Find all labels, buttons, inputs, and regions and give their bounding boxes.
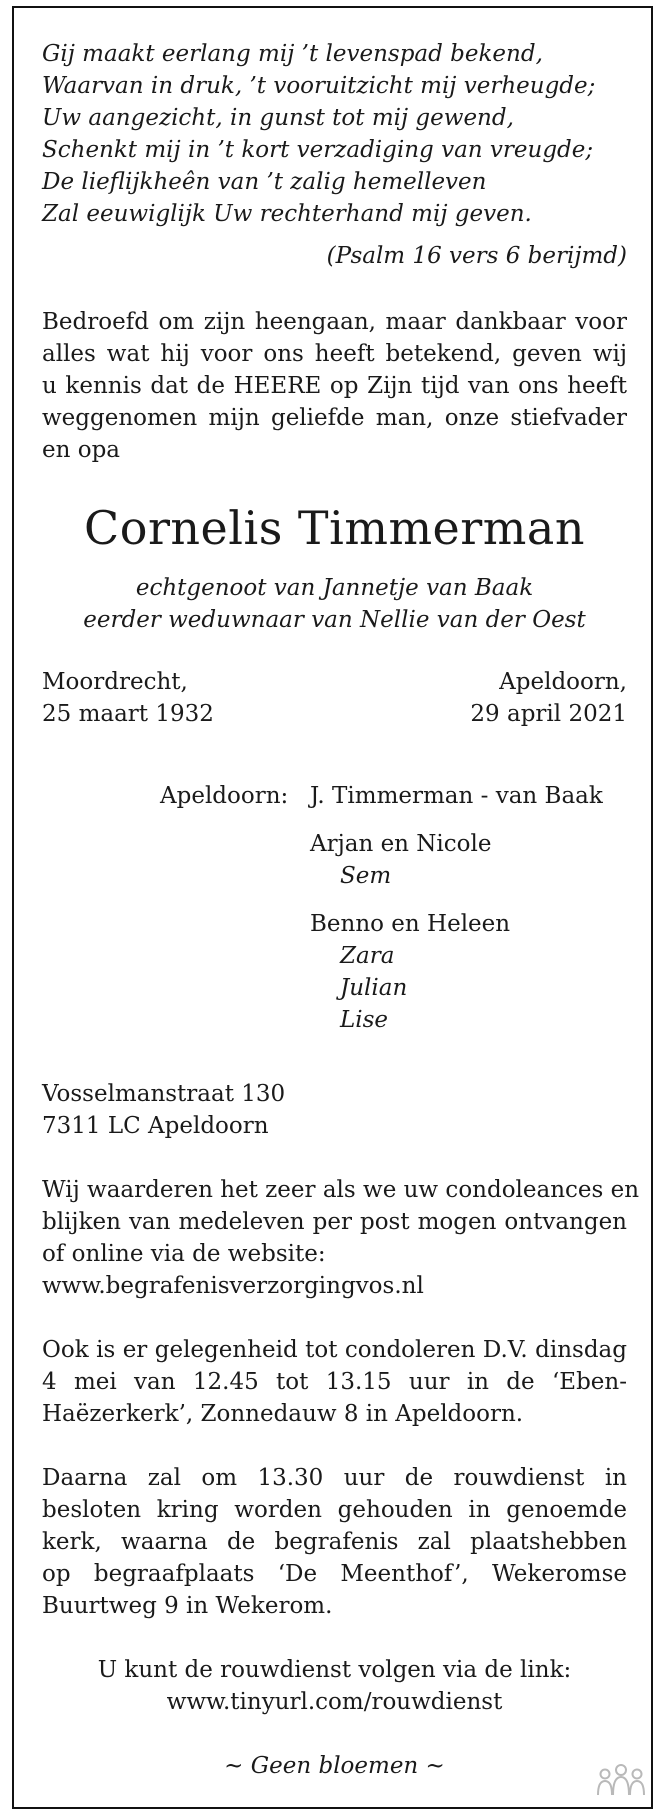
- service-line: op begraafplaats ‘De Meenthof’, Wekeromse: [42, 1561, 627, 1587]
- condolences-line: Wij waarderen het zeer als we uw condoleances en: [42, 1177, 640, 1203]
- service-line: Buurtweg 9 in Wekerom.: [42, 1593, 333, 1619]
- poem-line: Schenkt mij in ’t kort verzadiging van vreugde;: [42, 137, 594, 163]
- poem-line: Uw aangezicht, in gunst tot mij gewend,: [42, 105, 514, 131]
- condolences-website[interactable]: www.begrafenisverzorgingvos.nl: [42, 1273, 424, 1299]
- family-child: Julian: [340, 975, 408, 1001]
- intro-line: u kennis dat de HEERE op Zijn tijd van ons heeft: [42, 373, 627, 399]
- condolences-line: blijken van medeleven per post mogen ontvangen: [42, 1209, 627, 1235]
- closing-line: ~ Geen bloemen ~: [224, 1753, 445, 1779]
- death-date: 29 april 2021: [470, 701, 627, 727]
- poem-source: (Psalm 16 vers 6 berijmd): [326, 243, 627, 269]
- widower-line: eerder weduwnaar van Nellie van der Oest: [83, 607, 586, 633]
- family-child: Lise: [340, 1007, 389, 1033]
- condolences-line: of online via de website:: [42, 1241, 326, 1267]
- stream-link[interactable]: www.tinyurl.com/rouwdienst: [166, 1689, 503, 1715]
- service-line: kerk, waarna de begrafenis zal plaatshebben: [42, 1529, 627, 1555]
- birth-place: Moordrecht,: [42, 669, 188, 695]
- intro-line: weggenomen mijn geliefde man, onze stiefvader: [42, 405, 627, 431]
- family-place: Apeldoorn:: [160, 783, 289, 809]
- deceased-name: Cornelis Timmerman: [84, 501, 585, 555]
- service-line: Daarna zal om 13.30 uur de rouwdienst in: [42, 1465, 627, 1491]
- spouse-line: echtgenoot van Jannetje van Baak: [135, 575, 534, 601]
- poem-line: Zal eeuwiglijk Uw rechterhand mij geven.: [42, 201, 532, 227]
- visit-line: Haëzerkerk’, Zonnedauw 8 in Apeldoorn.: [42, 1401, 524, 1427]
- visit-line: Ook is er gelegenheid tot condoleren D.V. dinsdag: [42, 1337, 627, 1363]
- intro-line: Bedroefd om zijn heengaan, maar dankbaar voor: [42, 309, 627, 335]
- poem-line: Waarvan in druk, ’t vooruitzicht mij verheugde;: [42, 73, 596, 99]
- birth-date: 25 maart 1932: [42, 701, 214, 727]
- intro-line: alles wat hij voor ons heeft betekend, geven wij: [42, 341, 627, 367]
- death-place: Apeldoorn,: [499, 669, 627, 695]
- poem-line: Gij maakt eerlang mij ’t levenspad bekend,: [42, 41, 543, 67]
- family-widow: J. Timmerman - van Baak: [310, 783, 603, 809]
- people-group-icon: [595, 1761, 647, 1799]
- family-child: Sem: [340, 863, 392, 889]
- family-parents: Benno en Heleen: [310, 911, 511, 937]
- family-child: Zara: [340, 943, 395, 969]
- address-street: Vosselmanstraat 130: [42, 1081, 286, 1107]
- family-parents: Arjan en Nicole: [310, 831, 492, 857]
- poem-line: De lieflijkheên van ’t zalig hemelleven: [42, 169, 487, 195]
- address-city: 7311 LC Apeldoorn: [42, 1113, 269, 1139]
- intro-line: en opa: [42, 437, 121, 463]
- stream-intro: U kunt de rouwdienst volgen via de link:: [97, 1657, 572, 1683]
- service-line: besloten kring worden gehouden in genoemde: [42, 1497, 627, 1523]
- visit-line: 4 mei van 12.45 tot 13.15 uur in de ‘Eben-: [42, 1369, 627, 1395]
